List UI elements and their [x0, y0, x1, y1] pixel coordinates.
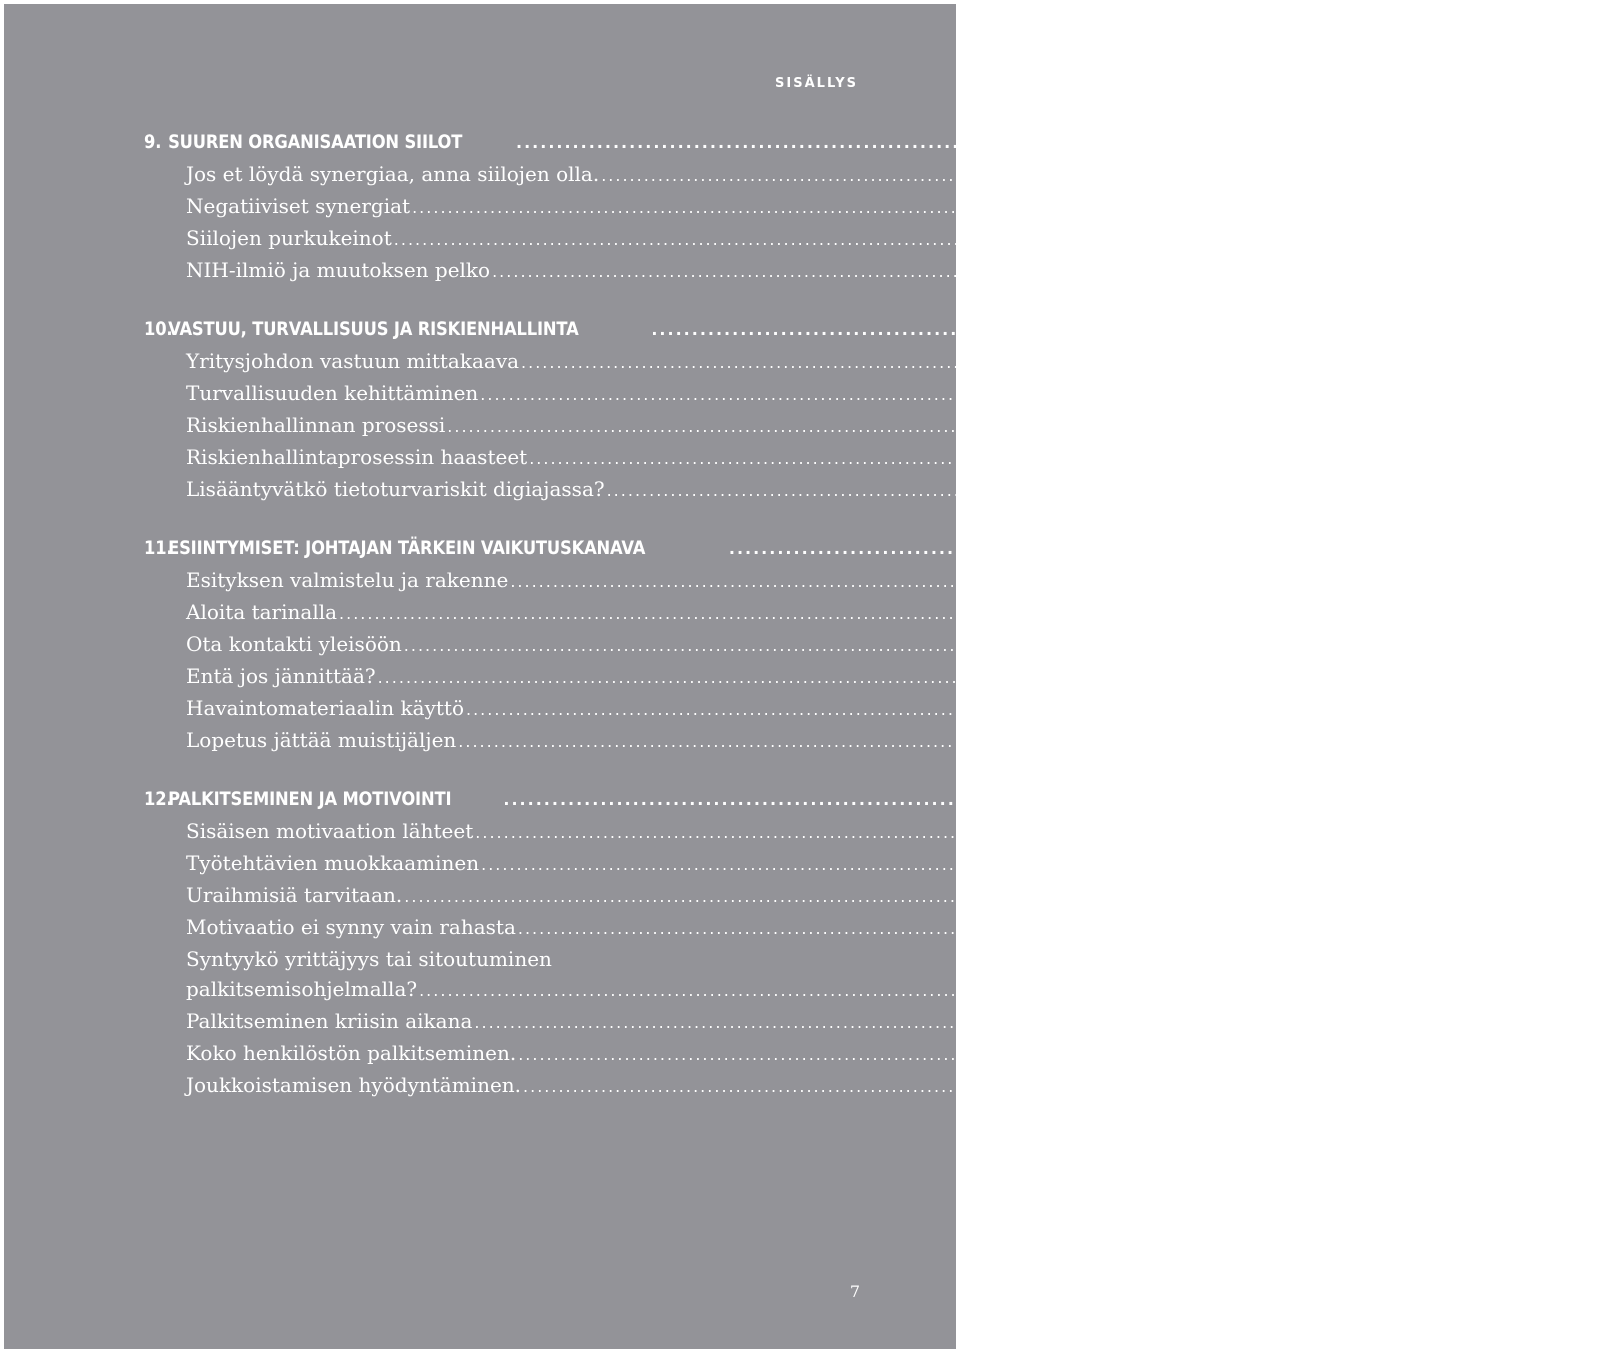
- dot-leader: ........................................................................................................: [521, 353, 1258, 372]
- dot-leader: ........................................................................................................: [529, 449, 1267, 468]
- toc-entry[interactable]: [144, 973, 1201, 1005]
- page-number: 143: [1349, 786, 1388, 810]
- page-number: 152: [1217, 1009, 1256, 1033]
- dot-leader: ........................................................................................................: [447, 417, 1185, 436]
- toc-entry[interactable]: [144, 628, 1185, 660]
- table-of-contents: [144, 126, 1613, 1128]
- entry-title: Koko henkilöstön palkitseminen.: [186, 1041, 517, 1065]
- toc-entry[interactable]: [144, 1037, 1300, 1069]
- entry-title: Syntyykö yrittäjyys tai sitoutuminen: [186, 947, 552, 971]
- dot-leader: ........................................................................................................: [474, 1013, 1212, 1032]
- toc-entry[interactable]: [144, 692, 1248, 724]
- dot-leader: ........................................................................................................: [404, 887, 1142, 906]
- dot-leader: ........................................................................................................: [728, 539, 1569, 558]
- entry-title: Motivaatio ei synny vain rahasta: [186, 915, 516, 939]
- entry-title: Yritysjohdon vastuun mittakaava: [186, 349, 520, 373]
- dot-leader: ........................................................................................................: [523, 1077, 1260, 1096]
- entry-title: Ota kontakti yleisöön: [186, 632, 402, 656]
- page-number: 112: [1235, 258, 1274, 282]
- chapter-heading[interactable]: [144, 313, 1536, 343]
- entry-title: NIH-ilmiö ja muutoksen pelko: [186, 258, 491, 282]
- dot-leader: ........................................................................................................: [651, 320, 1492, 339]
- running-header: SISÄLLYS: [775, 76, 858, 91]
- dot-leader: ........................................................................................................: [601, 166, 1339, 185]
- chapter-title: 12.PALKITSEMINEN JA MOTIVOINTI: [144, 788, 452, 810]
- toc-entry[interactable]: [144, 1069, 1305, 1101]
- page-number: 146: [1147, 883, 1186, 907]
- chapter-heading[interactable]: [144, 783, 1388, 813]
- dot-leader: ........................................................................................................: [377, 668, 1115, 687]
- chapter-title: 9. SUUREN ORGANISAATION SIILOT: [144, 131, 463, 153]
- page-number: 133: [1253, 568, 1292, 592]
- toc-entry[interactable]: [144, 911, 1299, 943]
- dot-leader: ........................................................................................................: [516, 133, 1357, 152]
- page-number: 145: [1224, 851, 1263, 875]
- page-number: 107: [1362, 129, 1400, 153]
- page-number: 153: [1261, 1041, 1300, 1065]
- dot-leader: ........................................................................................................: [458, 732, 1196, 751]
- toc-entry-line[interactable]: [144, 943, 810, 973]
- dot-leader: ........................................................................................................: [466, 700, 1203, 719]
- toc-entry[interactable]: [144, 441, 1311, 473]
- toc-entry[interactable]: [144, 345, 1303, 377]
- entry-title: Riskienhallinnan prosessi: [186, 413, 446, 437]
- entry-title: Lisääntyvätkö tietoturvariskit digiajassa?: [186, 477, 605, 501]
- toc-chapter-section: [144, 783, 1388, 1101]
- dot-leader: ........................................................................................................: [606, 481, 1344, 500]
- toc-entry[interactable]: [144, 596, 1121, 628]
- page-number: 135: [1120, 664, 1159, 688]
- toc-entry[interactable]: [144, 473, 1388, 505]
- page-number: 110: [1136, 226, 1175, 250]
- page-number: 137: [1208, 696, 1248, 720]
- entry-title: Riskienhallintaprosessin haasteet: [186, 445, 528, 469]
- toc-entry[interactable]: [144, 724, 1240, 756]
- entry-title: Lopetus jättää muistijäljen: [186, 728, 457, 752]
- dot-leader: ........................................................................................................: [339, 604, 1076, 623]
- page-number: 150: [1162, 977, 1201, 1001]
- entry-title: Entä jos jännittää?: [186, 664, 376, 688]
- page-number: 127: [1349, 477, 1388, 501]
- entry-title: Negatiiviset synergiat: [186, 194, 411, 218]
- entry-title: Esityksen valmistelu ja rakenne: [186, 568, 509, 592]
- dot-leader: ........................................................................................................: [492, 262, 1230, 281]
- page-number: 148: [1260, 915, 1299, 939]
- toc-entry[interactable]: [144, 222, 1175, 254]
- toc-entry[interactable]: [144, 815, 1257, 847]
- entry-title: Jos et löydä synergiaa, anna siilojen olla.: [186, 162, 600, 186]
- toc-chapter-section: [144, 313, 1536, 505]
- page-number: 134: [1081, 600, 1121, 624]
- toc-entry[interactable]: [144, 660, 1159, 692]
- dot-leader: ........................................................................................................: [403, 636, 1141, 655]
- toc-chapter-section: [144, 126, 1400, 286]
- page-number: 108: [1344, 162, 1383, 186]
- page-number: 154: [1265, 1073, 1305, 1097]
- chapter-title: 11.ESIINTYMISET: JOHTAJAN TÄRKEIN VAIKUTUSKANAVA: [144, 537, 646, 559]
- toc-entry[interactable]: [144, 564, 1292, 596]
- entry-title: Uraihmisiä tarvitaan.: [186, 883, 403, 907]
- dot-leader: ........................................................................................................: [393, 230, 1131, 249]
- entry-title: Siilojen purkukeinot: [186, 226, 392, 250]
- dot-leader: ........................................................................................................: [412, 198, 1150, 217]
- toc-entry[interactable]: [144, 377, 1262, 409]
- entry-title: Joukkoistamisen hyödyntäminen.: [186, 1073, 522, 1097]
- entry-title: Sisäisen motivaation lähteet: [186, 819, 474, 843]
- page-number: 118: [1263, 349, 1303, 373]
- toc-entry[interactable]: [144, 158, 1383, 190]
- page-number: 117: [1497, 316, 1536, 340]
- dot-leader: ........................................................................................................: [475, 823, 1213, 842]
- page-number: 120: [1223, 381, 1262, 405]
- toc-entry[interactable]: [144, 409, 1229, 441]
- dot-leader: ........................................................................................................: [517, 919, 1255, 938]
- page-number: 124: [1272, 445, 1311, 469]
- dot-leader: ........................................................................................................: [510, 572, 1248, 591]
- dot-leader: ........................................................................................................: [503, 790, 1344, 809]
- dot-leader: ........................................................................................................: [518, 1045, 1256, 1064]
- page-number: 109: [1155, 194, 1194, 218]
- chapter-title: 10.VASTUU, TURVALLISUUS JA RISKIENHALLINTA: [144, 318, 579, 340]
- page-number: 143: [1218, 819, 1257, 843]
- chapter-heading[interactable]: [144, 532, 1613, 562]
- toc-entry[interactable]: [144, 847, 1263, 879]
- entry-title: Aloita tarinalla: [186, 600, 338, 624]
- dot-leader: ........................................................................................................: [419, 981, 1157, 1000]
- entry-title: Työtehtävien muokkaaminen: [186, 851, 480, 875]
- toc-chapter-section: [144, 532, 1613, 756]
- entry-title: palkitsemisohjelmalla?: [186, 977, 418, 1001]
- page-folio-number: 7: [849, 1282, 860, 1301]
- toc-entry[interactable]: [144, 254, 1274, 286]
- dot-leader: ........................................................................................................: [480, 385, 1218, 404]
- dot-leader: ........................................................................................................: [481, 855, 1219, 874]
- page-number: 123: [1190, 413, 1229, 437]
- entry-title: Turvallisuuden kehittäminen: [186, 381, 479, 405]
- entry-title: Havaintomateriaalin käyttö: [186, 696, 464, 720]
- chapter-heading[interactable]: [144, 126, 1400, 156]
- entry-title: Palkitseminen kriisin aikana: [186, 1009, 473, 1033]
- toc-entry[interactable]: [144, 879, 1186, 911]
- toc-entry[interactable]: [144, 1005, 1256, 1037]
- book-page: [4, 4, 1613, 1349]
- page-number: 131: [1574, 535, 1613, 559]
- page-number: 138: [1201, 728, 1240, 752]
- page-number: 135: [1146, 632, 1185, 656]
- toc-entry[interactable]: [144, 190, 1194, 222]
